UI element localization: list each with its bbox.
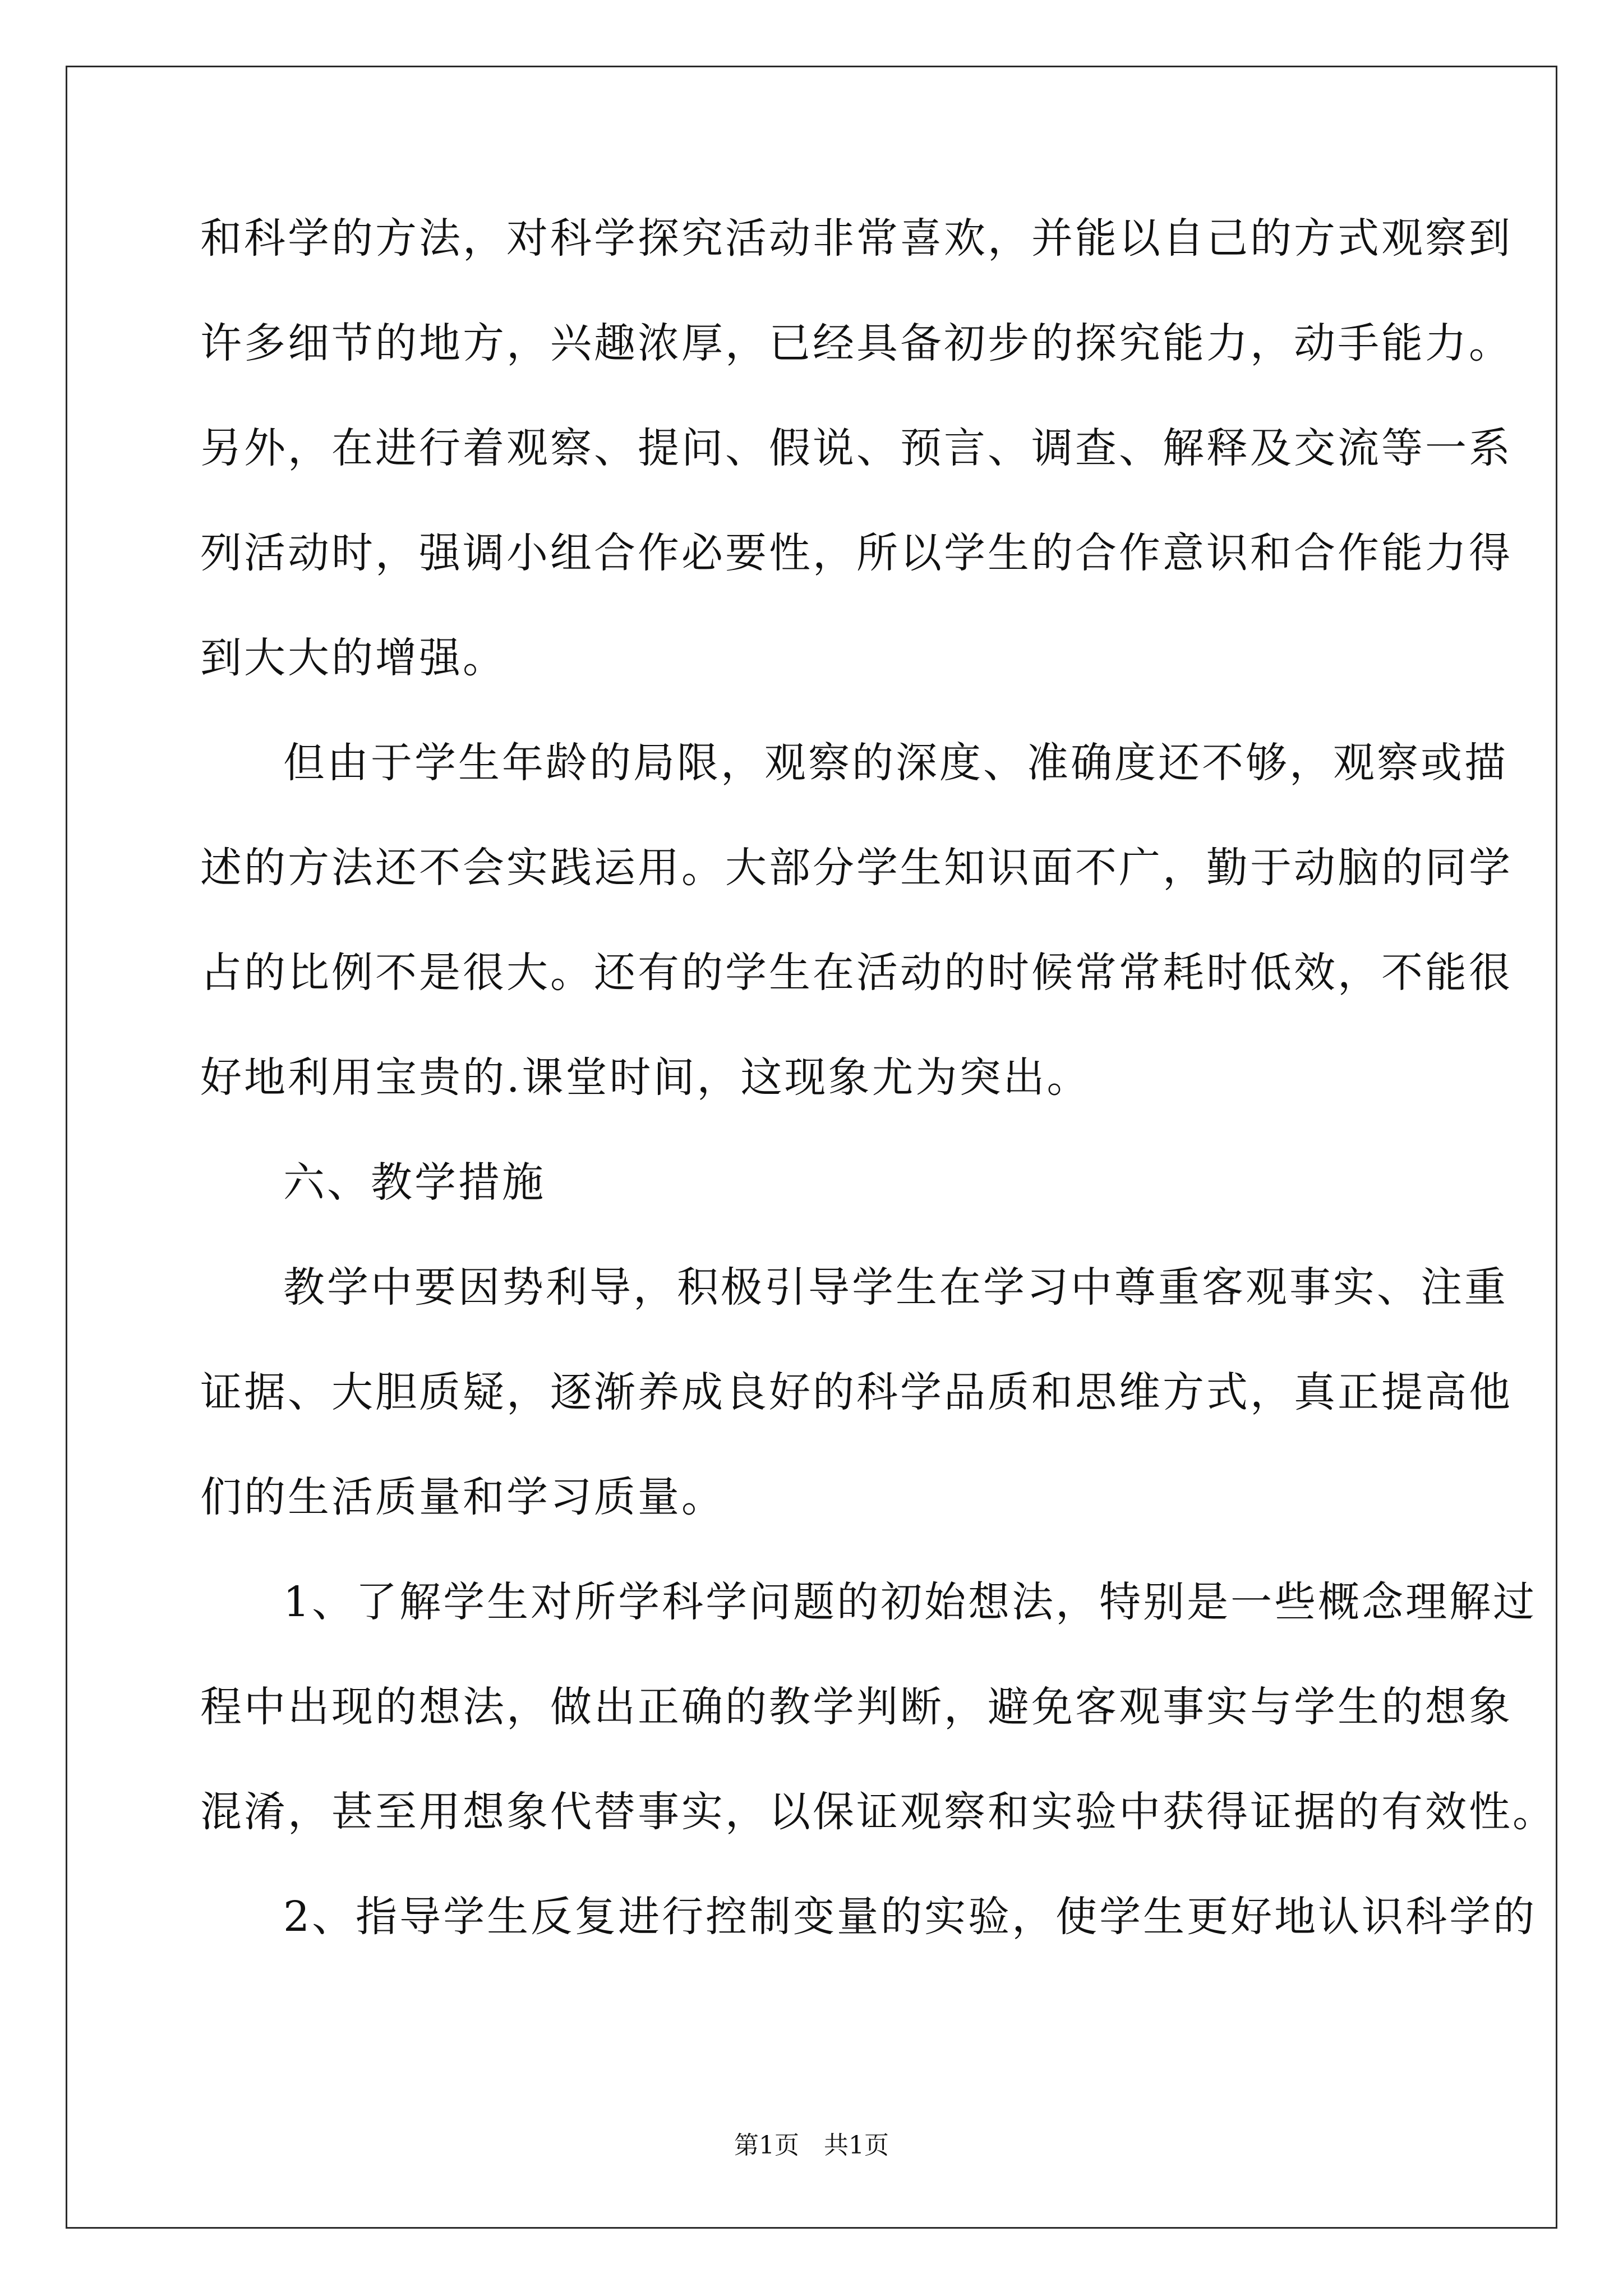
section-heading: 六、教学措施 — [283, 1158, 546, 1207]
page-number-footer: 第1页 共1页 — [734, 2131, 889, 2160]
text-line: 和科学的方法，对科学探究活动非常喜欢，并能以自己的方式观察到 — [200, 214, 1513, 263]
text-line: 证据、大胆质疑，逐渐养成良好的科学品质和思维方式，真正提高他 — [200, 1368, 1513, 1416]
text-line: 许多细节的地方，兴趣浓厚，已经具备初步的探究能力，动手能力。 — [200, 319, 1513, 367]
text-line: 列活动时，强调小组合作必要性，所以学生的合作意识和合作能力得 — [200, 529, 1513, 577]
paragraph-start-line: 教学中要因势利导，积极引导学生在学习中尊重客观事实、注重 — [283, 1263, 1508, 1312]
text-line: 混淆，甚至用想象代替事实，以保证观察和实验中获得证据的有效性。 — [200, 1788, 1556, 1836]
text-line: 程中出现的想法，做出正确的教学判断，避免客观事实与学生的想象 — [200, 1683, 1513, 1731]
text-line: 们的生活质量和学习质量。 — [200, 1473, 725, 1521]
list-item-start-line: 2、指导学生反复进行控制变量的实验，使学生更好地认识科学的 — [283, 1893, 1537, 1941]
text-line: 占的比例不是很大。还有的学生在活动的时候常常耗时低效，不能很 — [200, 949, 1513, 997]
text-line: 述的方法还不会实践运用。大部分学生知识面不广，勤于动脑的同学 — [200, 844, 1513, 892]
text-line: 到大大的增强。 — [200, 634, 506, 682]
text-line: 另外，在进行着观察、提问、假说、预言、调查、解释及交流等一系 — [200, 424, 1513, 472]
text-line: 好地利用宝贵的.课堂时间，这现象尤为突出。 — [200, 1053, 1091, 1102]
paragraph-start-line: 但由于学生年龄的局限，观察的深度、准确度还不够，观察或描 — [283, 739, 1508, 787]
list-item-start-line: 1、了解学生对所学科学问题的初始想法，特别是一些概念理解过 — [283, 1578, 1537, 1626]
